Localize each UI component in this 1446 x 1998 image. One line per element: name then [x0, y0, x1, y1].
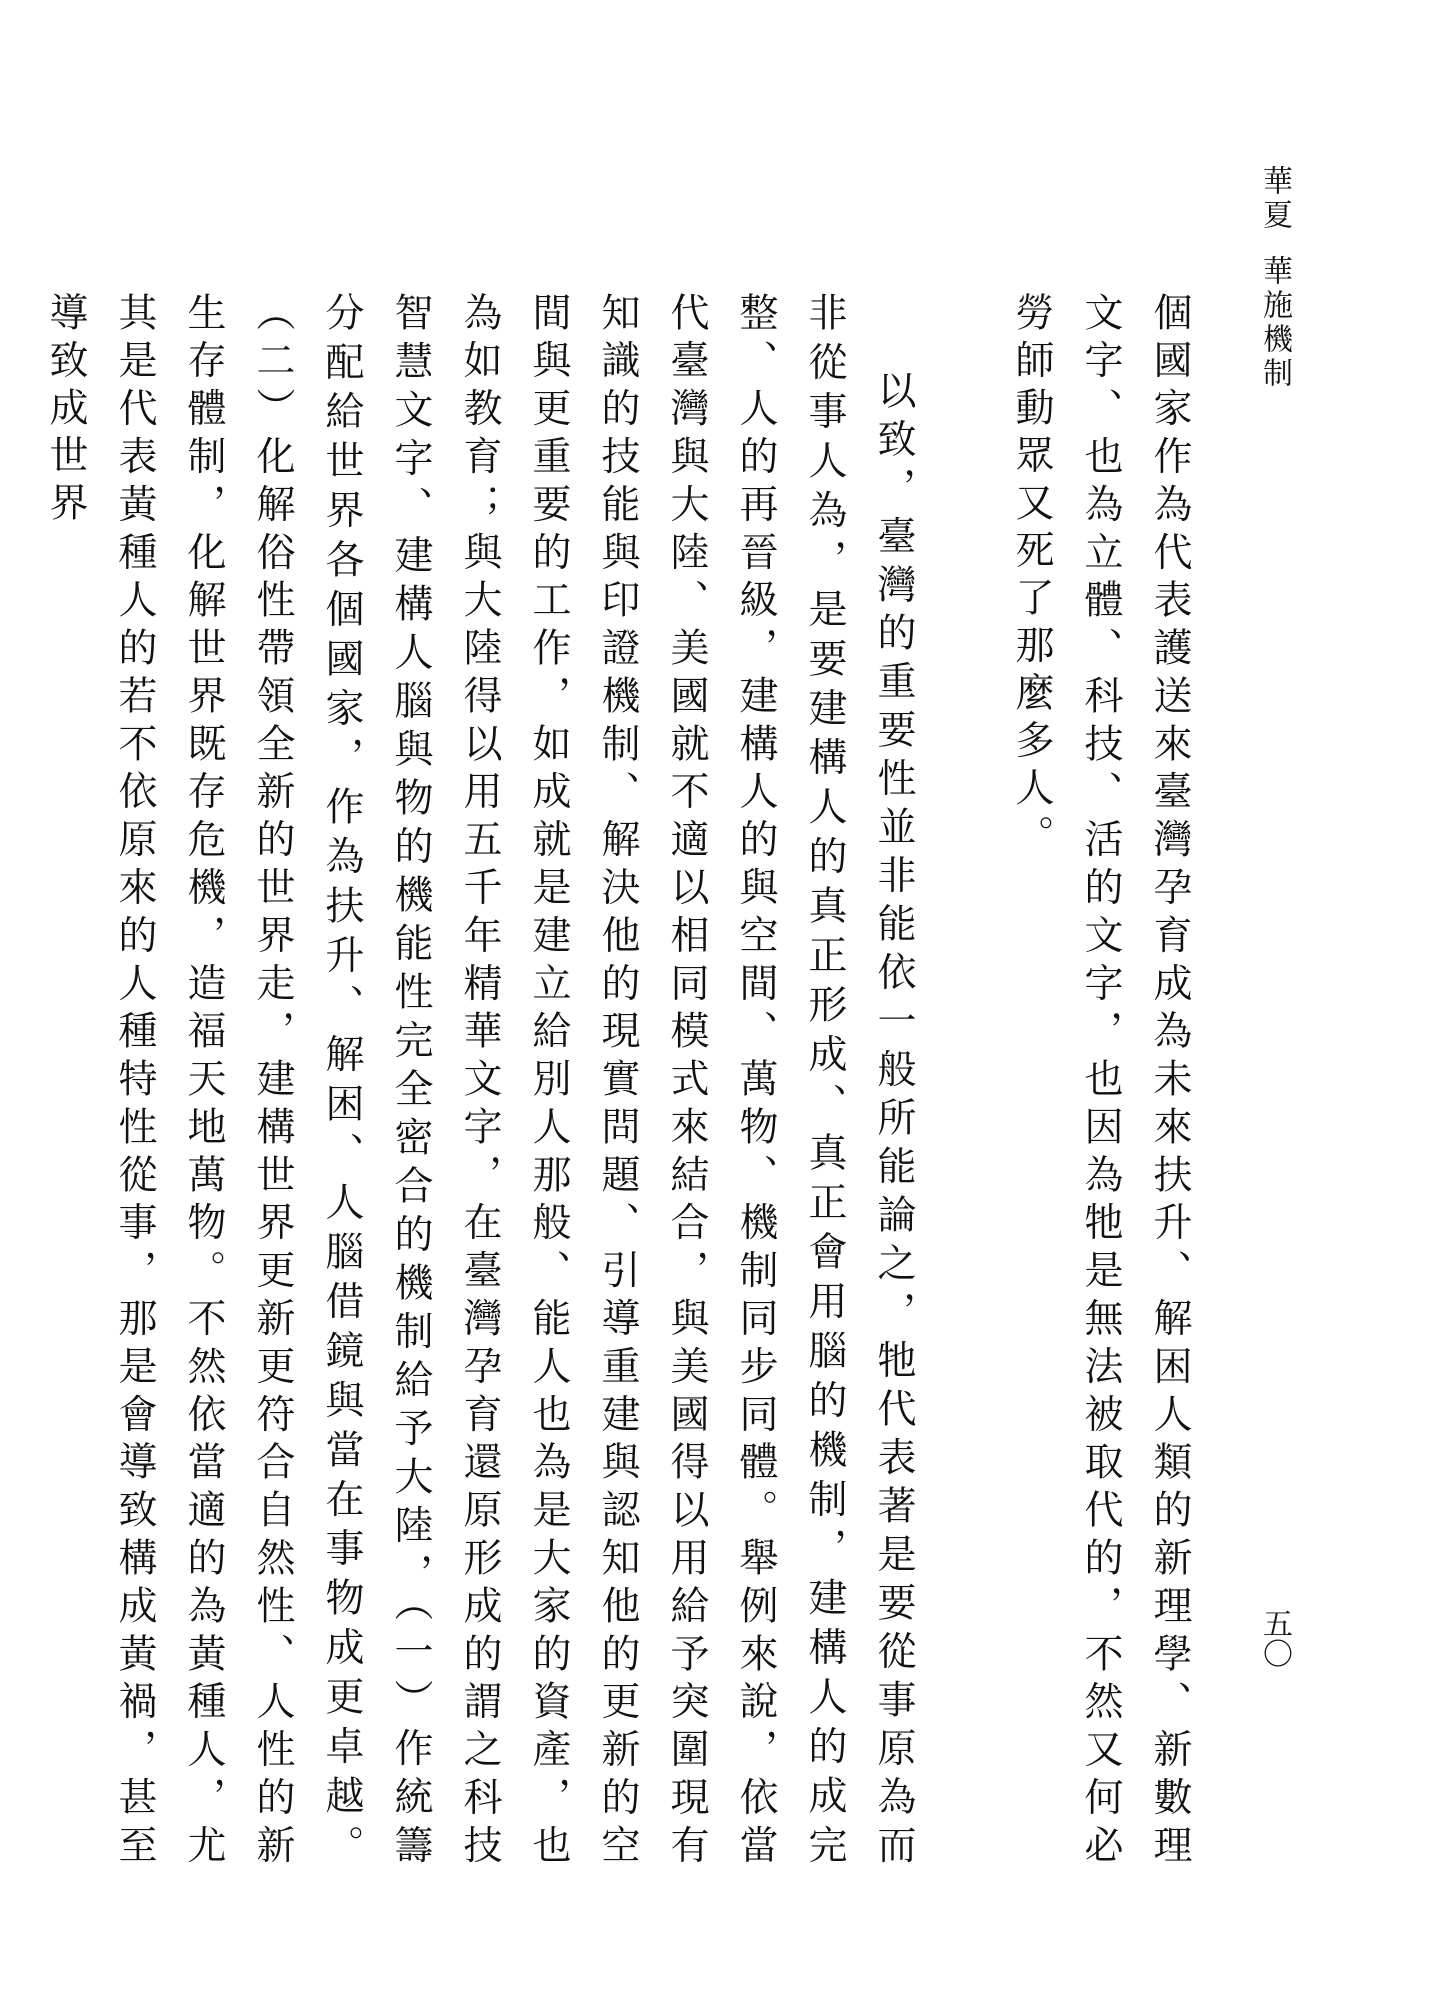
- running-header: [1244, 165, 1304, 425]
- page-number: 五〇: [1257, 1608, 1292, 1668]
- body-text: [43, 292, 1204, 1872]
- paragraph-1: 個國家作為代表護送來臺灣孕育成為未來扶升、解困人類的新理學、新數理文字、也為立體、科技、活的文字，也因為牠是無法被取代的，不然又何必勞師動眾又死了那麼多人。: [1009, 292, 1192, 1872]
- paragraph-2: 以致，臺灣的重要性並非能依一般所能論之，牠代表著是要從事原為而非從事人為，是要建構人的真正形成、真正會用腦的機制，建構人的成完整、人的再晉級，建構人的與空間、萬物、機制同步同體。舉例來說，依當代臺灣與大陸、美國就不適以相同模式來結合，與美國得以用給予突圍現有知識的技能與印證機制、解決他的現實問題、引導重建與認知他的更新的空間與更重要的工作，如成就是建立給別人那般、能人也為是大家的資產，也為如教育；與大陸得以用五千年精華文字，在臺灣孕育還原形成的謂之科技智慧文字、建構人腦與物的機能性完全密合的機制給予大陸，（一）作統籌分配給世界各個國家，作為扶升、解困、人腦借鏡與當在事物成更卓越。（二）化解俗性帶領全新的世界走，建構世界更新更符合自然性、人性的新生存體制，化解世界既存危機，造福天地萬物。不然依當適的為黃種人，尤其是代表黃種人的若不依原來的人種特性從事，那是會導致構成黃禍，甚至導致成世界: [43, 292, 916, 1872]
- book-title-part-2: 華施機制: [1257, 255, 1292, 391]
- book-title-part-1: 華夏: [1257, 165, 1292, 233]
